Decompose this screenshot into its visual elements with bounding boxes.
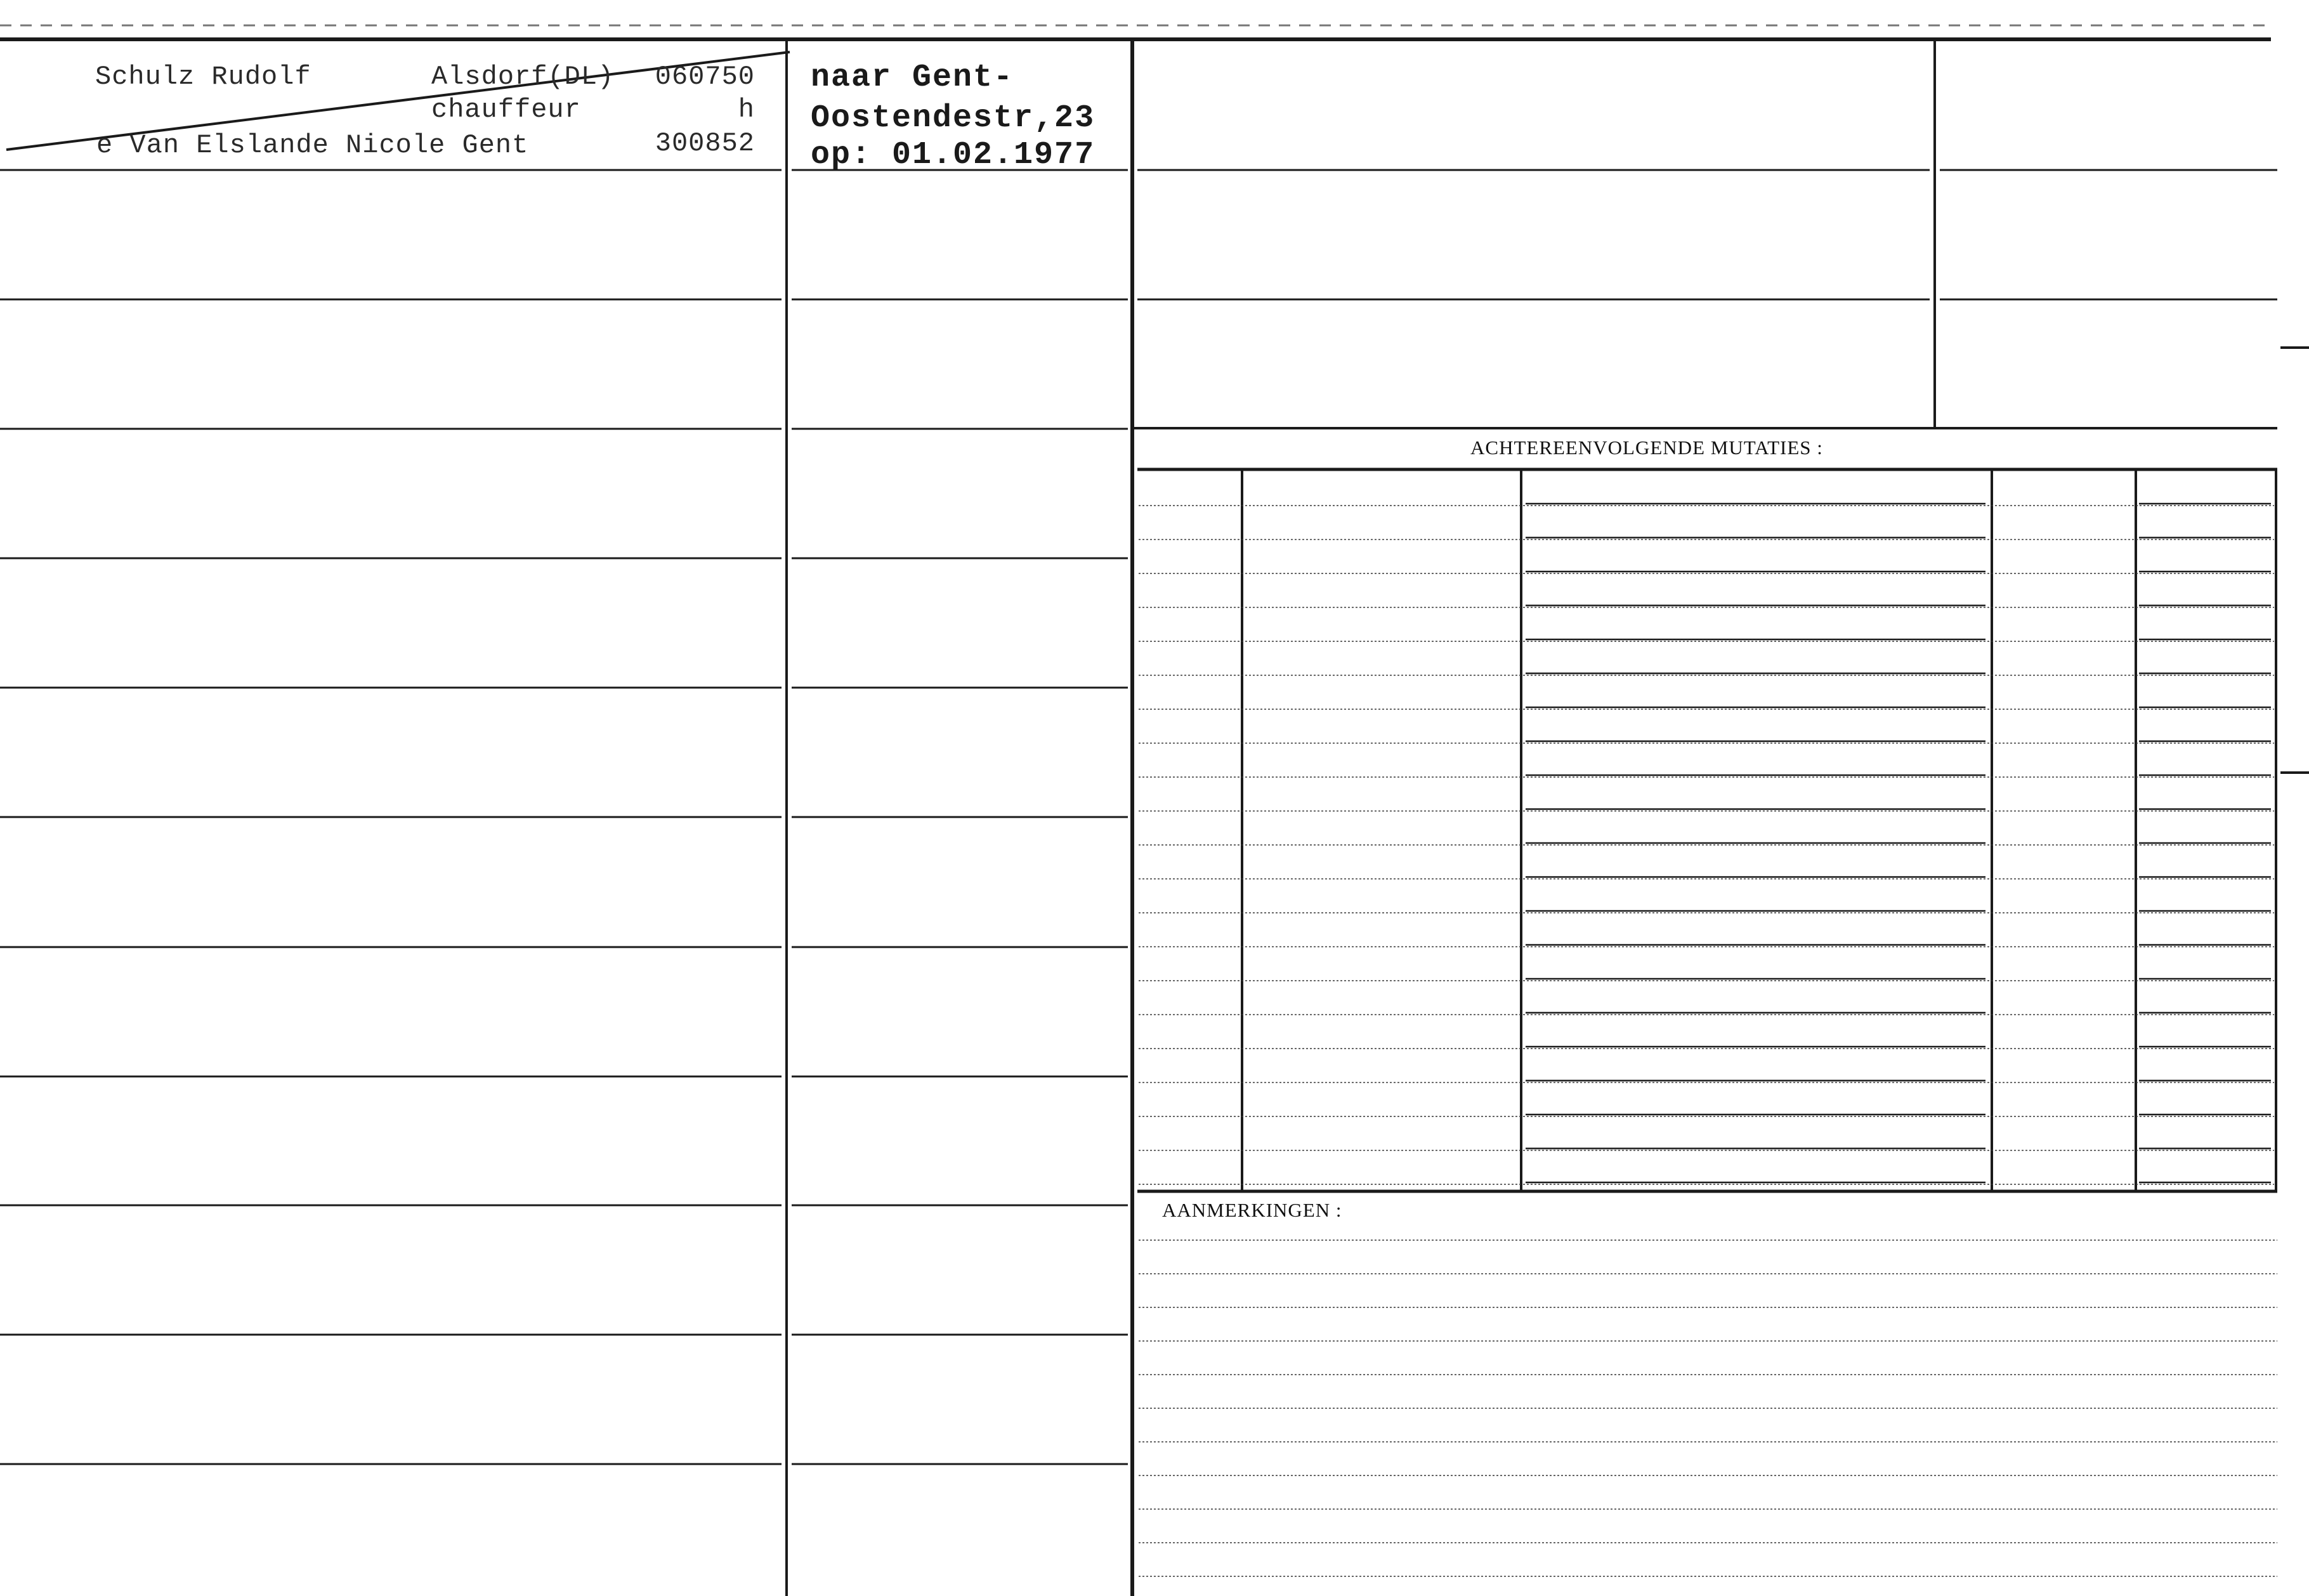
entry-name-2: e Van Elslande Nicole Gent: [96, 130, 529, 160]
entry-date-1: 060750: [655, 62, 755, 92]
move-date: op: 01.02.1977: [811, 137, 1096, 173]
remarks-heading: AANMERKINGEN :: [1162, 1199, 1342, 1221]
entry-place-1: Alsdorf(DL): [431, 62, 615, 92]
entry-date-2: 300852: [655, 128, 755, 159]
mutations-heading: ACHTEREENVOLGENDE MUTATIES :: [1470, 436, 1823, 459]
move-destination: naar Gent-: [811, 60, 1014, 96]
entry-occupation: chauffeur: [431, 95, 581, 125]
move-address: Oostendestr,23: [811, 100, 1096, 136]
entry-marker: h: [738, 95, 755, 125]
entry-name-1: Schulz Rudolf: [95, 62, 311, 92]
